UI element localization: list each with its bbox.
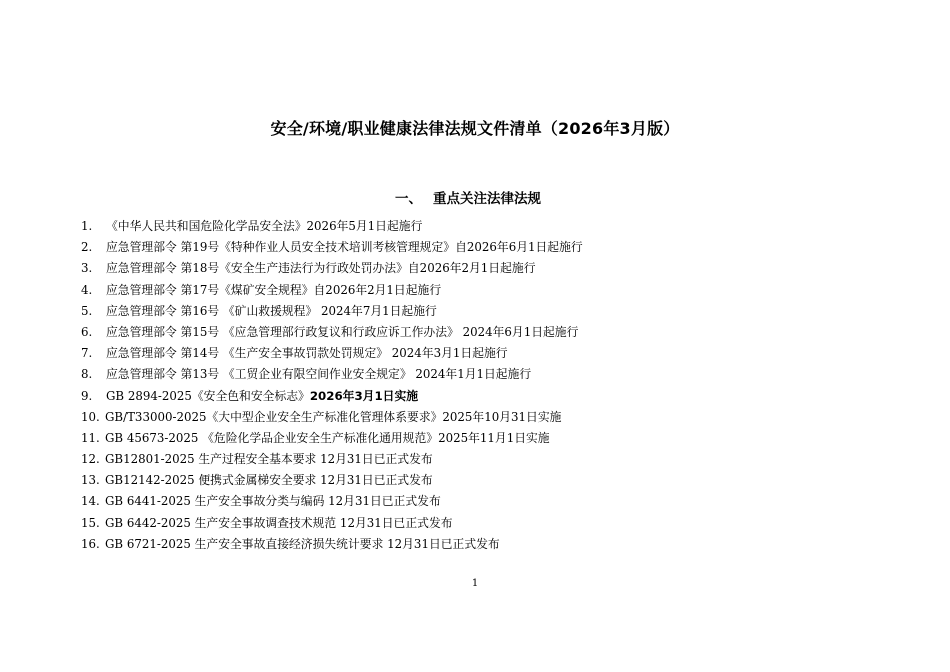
list-item	[81, 322, 583, 343]
item-text: 应急管理部令 第14号 《生产安全事故罚款处罚规定》 2024年3月1日起施行	[106, 346, 508, 361]
item-number: 16.	[81, 536, 100, 551]
item-text: GB/T33000-2025《大中型企业安全生产标准化管理体系要求》2025年10月31日实施	[105, 409, 562, 424]
item-text: 应急管理部令 第15号 《应急管理部行政复议和行政应诉工作办法》 2024年6月1日起施行	[106, 324, 579, 339]
item-text: GB12801-2025 生产过程安全基本要求 12月31日已正式发布	[105, 452, 433, 467]
item-text: 应急管理部令 第18号《安全生产违法行为行政处罚办法》自2026年2月1日起施行	[106, 261, 536, 276]
section-title: 重点关注法律法规	[433, 191, 541, 207]
item-number: 8.	[81, 367, 93, 382]
item-number: 15.	[81, 515, 100, 530]
item-text: GB 6721-2025 生产安全事故直接经济损失统计要求 12月31日已正式发布	[105, 536, 500, 551]
item-text: GB 6441-2025 生产安全事故分类与编码 12月31日已正式发布	[105, 494, 441, 509]
item-text: 应急管理部令 第13号 《工贸企业有限空间作业安全规定》 2024年1月1日起施行	[106, 367, 532, 382]
item-number: 7.	[81, 346, 93, 361]
item-number: 10.	[81, 409, 100, 424]
list-item	[81, 428, 583, 449]
item-text: 应急管理部令 第17号《煤矿安全规程》自2026年2月1日起施行	[106, 282, 442, 297]
item-text: 应急管理部令 第19号《特种作业人员安全技术培训考核管理规定》自2026年6月1日起施行	[106, 240, 583, 255]
item-text: 应急管理部令 第16号 《矿山救援规程》 2024年7月1日起施行	[106, 303, 437, 318]
section-number: 一、	[395, 191, 422, 207]
list-item	[81, 301, 583, 322]
item-text: 《中华人民共和国危险化学品安全法》2026年5月1日起施行	[106, 219, 423, 233]
item-effective-date: 2026年3月1日实施	[309, 388, 419, 403]
item-number: 6.	[81, 324, 93, 339]
item-text: GB 45673-2025 《危险化学品企业安全生产标准化通用规范》2025年11月1日实施	[105, 430, 550, 445]
item-number: 3.	[81, 261, 93, 276]
list-item	[81, 534, 583, 555]
item-number: 13.	[81, 473, 100, 488]
item-number: 4.	[81, 282, 93, 297]
list-item	[81, 237, 583, 258]
page-number: 1	[471, 578, 479, 589]
list-item	[81, 364, 583, 385]
item-number: 9.	[81, 388, 93, 403]
list-item	[81, 470, 583, 491]
item-number: 5.	[81, 303, 93, 318]
document-title: 安全/环境/职业健康法律法规文件清单（2026年3月版）	[270, 119, 680, 138]
list-item	[81, 513, 583, 534]
list-item	[81, 449, 583, 470]
item-number: 14.	[81, 494, 100, 509]
list-item	[81, 491, 583, 512]
item-number: 11.	[81, 430, 100, 445]
list-item	[81, 407, 583, 428]
regulation-list	[81, 216, 583, 555]
list-item	[81, 386, 583, 407]
section-heading	[395, 187, 541, 207]
list-item	[81, 258, 583, 279]
item-number: 2.	[81, 240, 93, 255]
item-text: GB 6442-2025 生产安全事故调查技术规范 12月31日已正式发布	[105, 515, 453, 530]
item-text: GB 2894-2025《安全色和安全标志》	[106, 388, 310, 403]
item-number: 12.	[81, 452, 100, 467]
list-item	[81, 343, 583, 364]
list-item	[81, 280, 583, 301]
item-number: 1.	[81, 219, 93, 233]
list-item	[81, 216, 583, 237]
item-text: GB12142-2025 便携式金属梯安全要求 12月31日已正式发布	[105, 473, 433, 488]
